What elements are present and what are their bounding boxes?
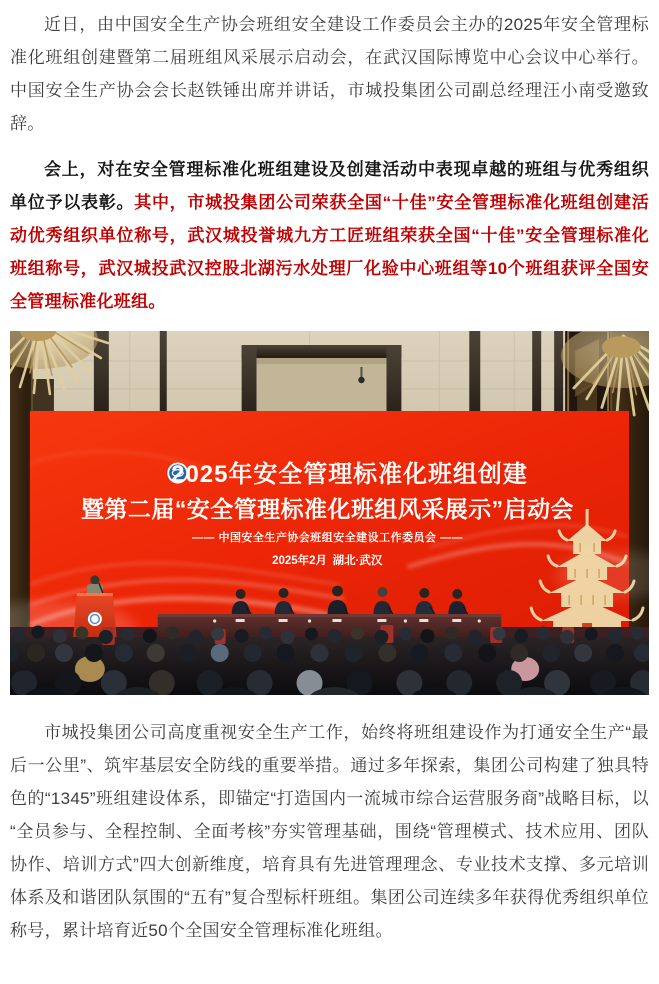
conference-photo-canvas (10, 331, 649, 695)
paragraph-company: 市城投集团公司高度重视安全生产工作，始终将班组建设作为打通安全生产“最后一公里”、筑牢基层安全防线的重要举措。通过多年探索，集团公司构建了独具特色的“1345”班组建设体系，即锚定“打造国内一流城市综合运营服务商”战略目标，以“全员参与、全程控制、全面考核”夯实管理基础，围绕“管理模式、技术应用、团队协作、培训方式”四大创新维度，培育具有先进管理理念、专业技术支撑、多元培训体系及和谐团队氛围的“五有”复合型标杆班组。集团公司连续多年获得优秀组织单位称号，累计培育近50个全国安全管理标准化班组。 (10, 723, 649, 940)
paragraph-awards-highlight: 其中，市城投集团公司荣获全国“十佳”安全管理标准化班组创建活动优秀组织单位称号，武汉城投誉城九方工匠班组荣获全国“十佳”安全管理标准化班组称号，武汉城投武汉控股北湖污水处理厂化验中心班组等10个班组获评全国安全管理标准化班组。 (10, 193, 650, 311)
banner-date: 2025年2月 (272, 554, 327, 568)
paragraph-awards (10, 153, 649, 318)
banner-line2: 暨第二届“安全管理标准化班组风采展示”启动会 (81, 495, 574, 523)
paragraph-awards-lead: 会上，对在安全管理标准化班组建设及创建活动中表现卓越的班组与优秀组织单位予以表彰。 (10, 160, 649, 212)
podium-speaker (90, 575, 99, 584)
banner-line3: —— 中国安全生产协会班组安全建设工作委员会 —— (191, 531, 464, 545)
banner-location: 湖北·武汉 (332, 554, 383, 568)
conference-photo (10, 331, 649, 695)
paragraph-intro: 近日，由中国安全生产协会班组安全建设工作委员会主办的2025年安全管理标准化班组创建暨第二届班组风采展示启动会，在武汉国际博览中心会议中心举行。中国安全生产协会会长赵铁锤出席并讲话，市城投集团公司副总经理汪小南受邀致辞。 (10, 15, 649, 133)
banner-line1: 2025年安全管理标准化班组创建 (171, 460, 528, 489)
